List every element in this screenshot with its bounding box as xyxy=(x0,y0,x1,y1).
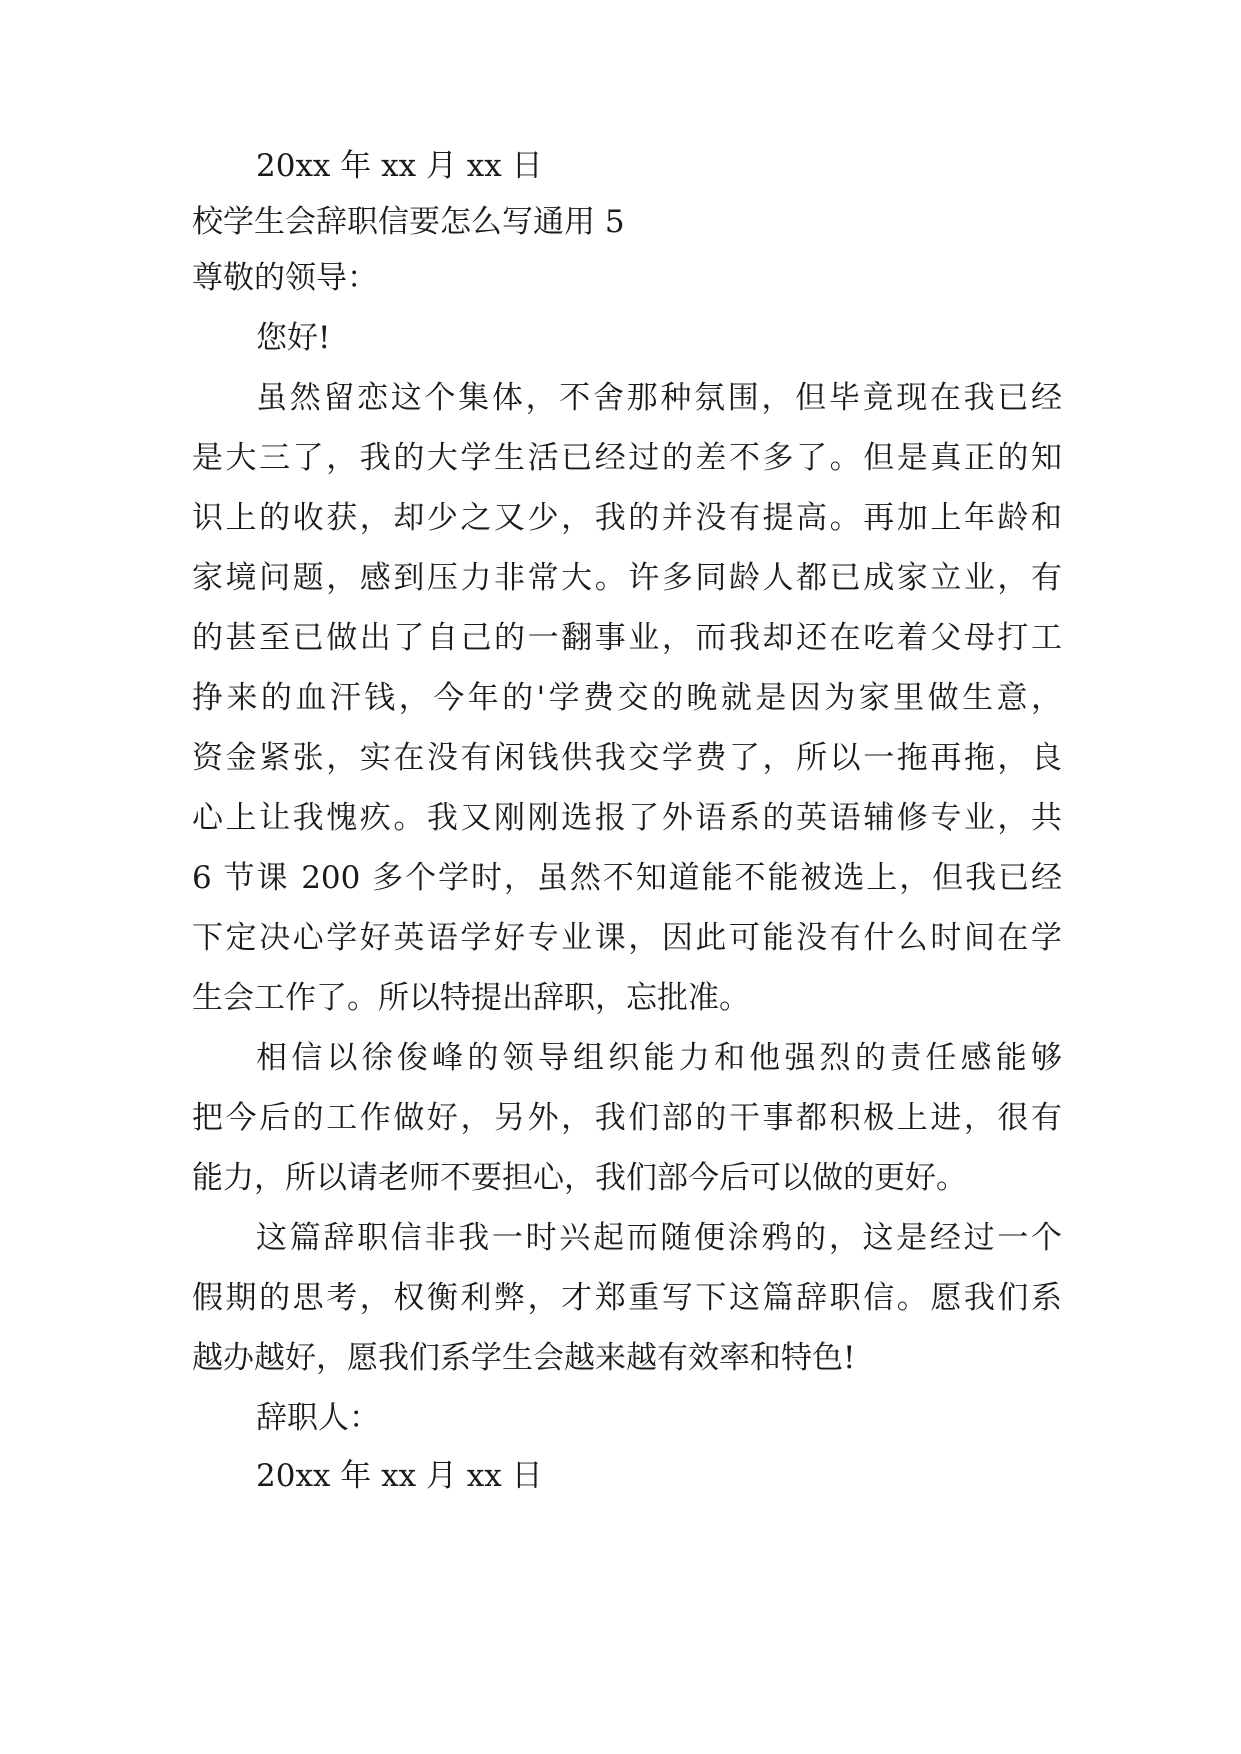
top-date: 20xx 年 xx 月 xx 日 xyxy=(256,148,543,184)
paragraph-3-line: 这篇辞职信非我一时兴起而随便涂鸦的，这是经过一个 xyxy=(256,1220,1062,1256)
signature-label: 辞职人： xyxy=(256,1400,380,1436)
paragraph-1-line: 生会工作了。所以特提出辞职，忘批准。 xyxy=(192,980,750,1016)
paragraph-2-line: 把今后的工作做好，另外，我们部的干事都积极上进，很有 xyxy=(192,1100,1062,1136)
paragraph-2-line: 相信以徐俊峰的领导组织能力和他强烈的责任感能够 xyxy=(256,1040,1062,1076)
greeting: 您好! xyxy=(256,320,331,356)
paragraph-3-line: 假期的思考，权衡利弊，才郑重写下这篇辞职信。愿我们系 xyxy=(192,1280,1062,1316)
salutation: 尊敬的领导： xyxy=(192,260,378,296)
paragraph-1-line: 虽然留恋这个集体，不舍那种氛围，但毕竟现在我已经 xyxy=(256,380,1062,416)
paragraph-1-line: 识上的收获，却少之又少，我的并没有提高。再加上年龄和 xyxy=(192,500,1062,536)
paragraph-1-line: 下定决心学好英语学好专业课，因此可能没有什么时间在学 xyxy=(192,920,1062,956)
paragraph-1-line: 心上让我愧疚。我又刚刚选报了外语系的英语辅修专业，共 xyxy=(192,800,1062,836)
paragraph-1-line: 家境问题，感到压力非常大。许多同龄人都已成家立业，有 xyxy=(192,560,1062,596)
paragraph-1-line: 的甚至已做出了自己的一翻事业，而我却还在吃着父母打工 xyxy=(192,620,1062,656)
paragraph-1-line: 挣来的血汗钱，今年的'学费交的晚就是因为家里做生意， xyxy=(192,680,1062,716)
paragraph-1-line: 6 节课 200 多个学时，虽然不知道能不能被选上，但我已经 xyxy=(192,860,1062,896)
paragraph-1-line: 资金紧张，实在没有闲钱供我交学费了，所以一拖再拖，良 xyxy=(192,740,1062,776)
bottom-date: 20xx 年 xx 月 xx 日 xyxy=(256,1458,543,1494)
paragraph-1-line: 是大三了，我的大学生活已经过的差不多了。但是真正的知 xyxy=(192,440,1062,476)
letter-title: 校学生会辞职信要怎么写通用 5 xyxy=(192,204,625,240)
paragraph-2-line: 能力，所以请老师不要担心，我们部今后可以做的更好。 xyxy=(192,1160,967,1196)
paragraph-3-line: 越办越好，愿我们系学生会越来越有效率和特色! xyxy=(192,1340,856,1376)
